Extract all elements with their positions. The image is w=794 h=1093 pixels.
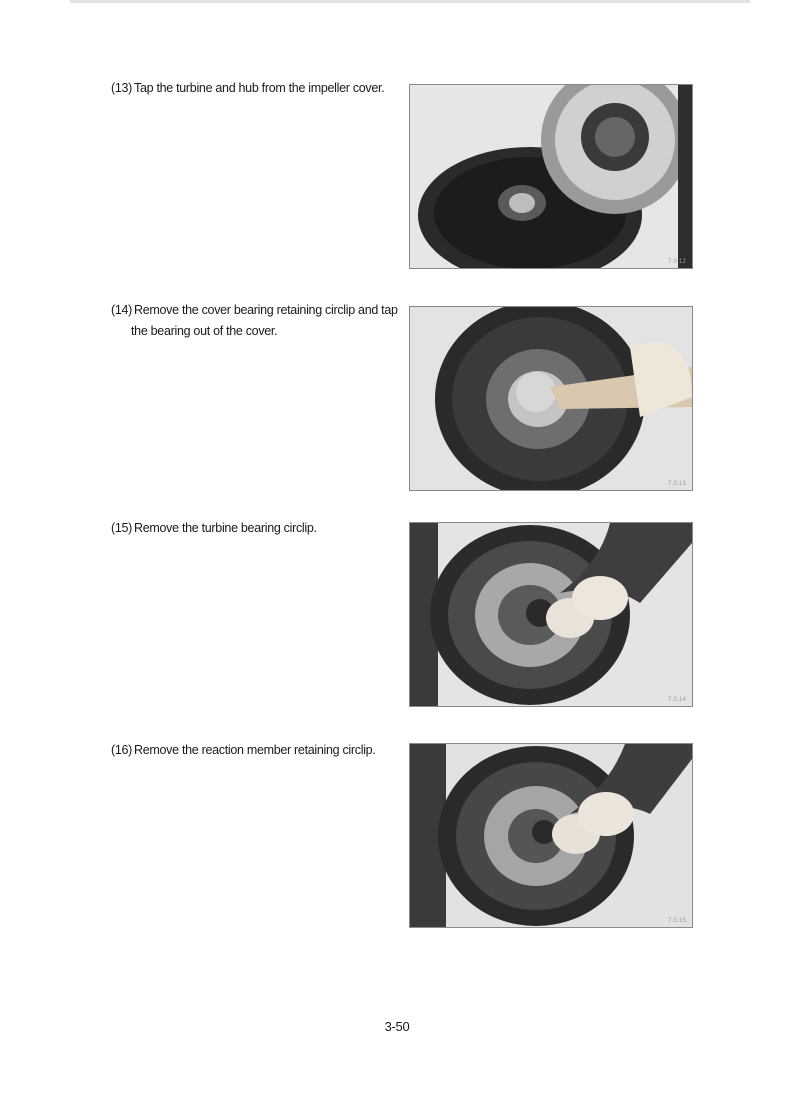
reaction-member-photo-image bbox=[410, 744, 692, 927]
photo-16-tag: 7.0.15 bbox=[668, 918, 686, 924]
step-13-number: (13) bbox=[111, 81, 133, 95]
step-13-text bbox=[111, 78, 399, 99]
step-13-description: Tap the turbine and hub from the impeller cover. bbox=[134, 81, 385, 95]
step-14-text bbox=[111, 300, 399, 342]
step-15-text bbox=[111, 518, 399, 539]
cover-bearing-photo bbox=[409, 306, 693, 491]
step-14 bbox=[0, 300, 794, 490]
photo-13-tag: 7.0.12 bbox=[668, 259, 686, 265]
step-16 bbox=[0, 740, 794, 930]
reaction-member-photo bbox=[409, 743, 693, 928]
step-14-description: Remove the cover bearing retaining circlip and tap the bearing out of the cover. bbox=[131, 303, 398, 338]
turbine-circlip-photo-image bbox=[410, 523, 692, 706]
step-16-text bbox=[111, 740, 399, 761]
step-15-description: Remove the turbine bearing circlip. bbox=[134, 521, 317, 535]
step-15-number: (15) bbox=[111, 521, 133, 535]
step-16-number: (16) bbox=[111, 743, 133, 757]
step-13 bbox=[0, 78, 794, 268]
photo-14-tag: 7.0.13 bbox=[668, 481, 686, 487]
step-14-number: (14) bbox=[111, 303, 133, 317]
turbine-impeller-photo bbox=[409, 84, 693, 269]
step-16-description: Remove the reaction member retaining circlip. bbox=[134, 743, 376, 757]
page-number: 3-50 bbox=[384, 1019, 410, 1034]
turbine-impeller-photo-image bbox=[410, 85, 692, 268]
photo-15-tag: 7.0.14 bbox=[668, 697, 686, 703]
turbine-circlip-photo bbox=[409, 522, 693, 707]
step-15 bbox=[0, 518, 794, 708]
cover-bearing-photo-image bbox=[410, 307, 692, 490]
top-rule bbox=[70, 0, 750, 3]
